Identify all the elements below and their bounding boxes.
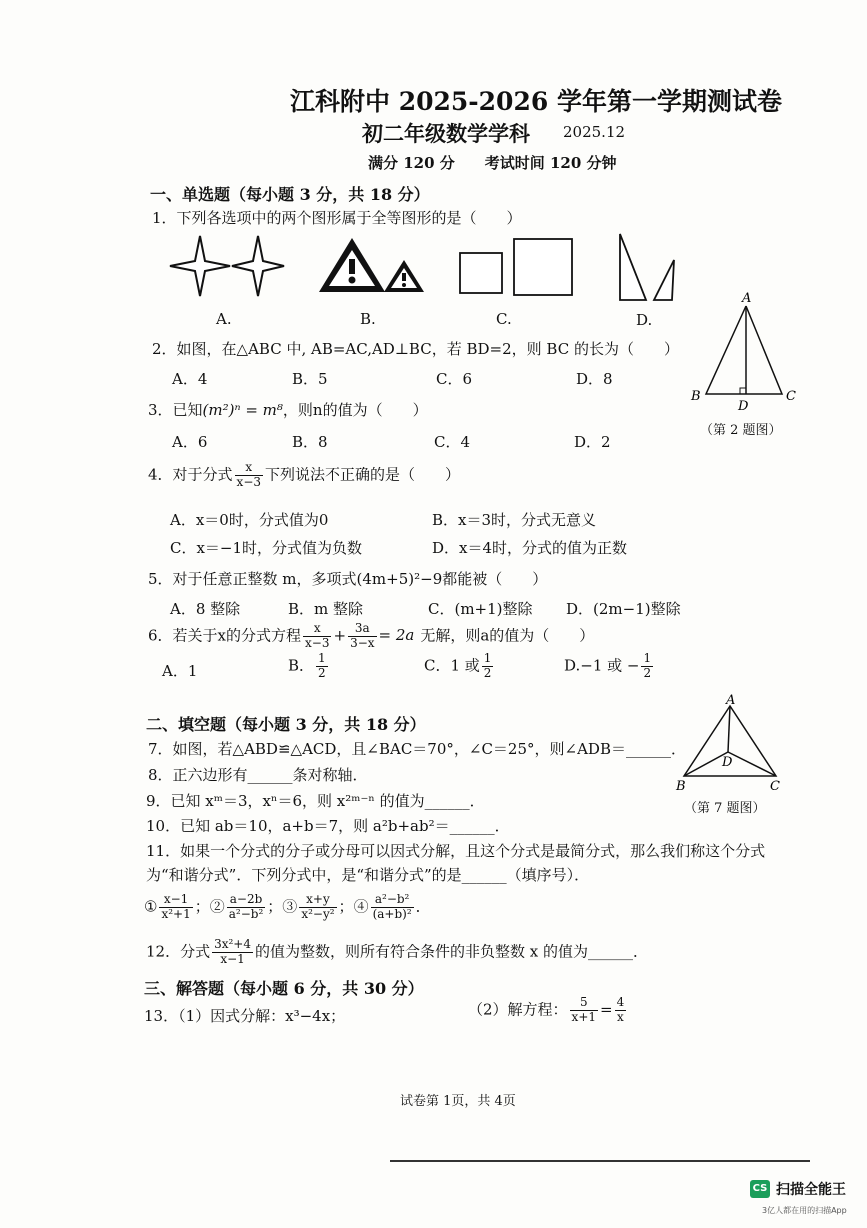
warning-triangle-small — [384, 260, 424, 292]
q6-option-b-frac — [316, 652, 328, 681]
q11-options — [144, 893, 431, 922]
q12-den: x−1 — [220, 951, 245, 966]
q12-prefix: 12．分式 — [146, 942, 211, 961]
q12-num: 3x²+4 — [214, 937, 251, 951]
q4-prefix: 4．对于分式 — [148, 465, 233, 484]
q4-frac-den: x−3 — [236, 474, 262, 489]
q13-f2-num: 4 — [616, 995, 625, 1009]
q8-text: 8．正六边形有______条对称轴． — [148, 766, 368, 784]
q6-prefix: 6．若关于x的分式方程 — [148, 626, 302, 645]
q13-f1-den: x+1 — [571, 1009, 597, 1024]
q1-text: 1．下列各选项中的两个图形属于全等图形的是（ ） — [152, 209, 522, 227]
q11-opt3-mark: ③ — [282, 897, 298, 916]
square-large — [514, 239, 572, 295]
q11-opt4-frac — [371, 893, 414, 922]
exam-title: 江科附中 2025-2026 学年第一学期测试卷 — [290, 87, 782, 116]
q13-equals: = — [600, 1000, 613, 1019]
scanner-logo-icon: CS — [750, 1180, 770, 1198]
q2-option-d: D．8 — [576, 370, 613, 388]
q1-option-a: A. — [216, 310, 232, 328]
q4-frac-num: x — [235, 461, 263, 476]
q6-f2-num: 3a — [348, 622, 376, 637]
q5-option-c: C．(m+1)整除 — [428, 600, 533, 618]
page-number: 试卷第 1页，共 4页 — [400, 1094, 516, 1109]
q3-expression: (m²)ⁿ = m⁸ — [202, 401, 283, 419]
q12-fraction — [212, 938, 253, 967]
q11-o3-num: x+y — [299, 893, 336, 908]
q3-suffix: ，则n的值为（ ） — [282, 401, 428, 419]
q6-fraction-1 — [303, 622, 331, 651]
q6-f1-num: x — [303, 622, 331, 637]
square-small — [460, 253, 502, 293]
q1-figures — [160, 228, 700, 308]
q12-text — [146, 938, 648, 967]
q3-text — [148, 399, 428, 420]
q6-option-d-frac — [641, 652, 653, 681]
q6-ob-num: 1 — [318, 651, 326, 665]
section1-heading: 一、单选题（每小题 3 分，共 18 分） — [150, 185, 430, 204]
q12-suffix: 的值为整数，则所有符合条件的非负整数 x 的值为______． — [255, 942, 648, 961]
q6-fraction-2 — [348, 622, 376, 651]
q5-option-a: A．8 整除 — [170, 600, 241, 618]
q6-option-d-label: D.−1 或 − — [564, 656, 640, 675]
q11-o2-num: a−2b — [227, 893, 266, 908]
score-time: 满分 120 分 考试时间 120 分钟 — [368, 154, 617, 172]
q5-option-d: D．(2m−1)整除 — [566, 600, 681, 618]
q6-option-c — [424, 652, 495, 681]
q6-option-a: A．1 — [162, 662, 198, 680]
exam-date: 2025.12 — [563, 123, 626, 141]
q6-option-c-label: C．1 或 — [424, 656, 480, 675]
q2-label-a: A — [742, 292, 752, 306]
q7-label-d: D — [722, 755, 733, 770]
q13-part1: 13．（1）因式分解：x³−4x； — [144, 1007, 346, 1025]
scan-shadow-line — [390, 1160, 810, 1162]
q6-option-b — [288, 652, 330, 681]
q3-prefix: 3．已知 — [148, 401, 203, 419]
q2-label-d: D — [738, 399, 749, 412]
q11-o1-sep: ； — [194, 897, 210, 916]
q2-option-a: A．4 — [172, 370, 208, 388]
q11-o1-den: x²+1 — [161, 906, 191, 921]
q2-option-b: B．5 — [292, 370, 328, 388]
star-shape-2 — [232, 236, 284, 296]
q11-o3-den: x²−y² — [301, 906, 335, 921]
warning-triangle-large — [319, 238, 385, 292]
q4-option-b: B．x＝3时，分式无意义 — [432, 511, 597, 529]
q1-option-b: B. — [360, 310, 376, 328]
q6-suffix: 无解，则a的值为（ ） — [420, 626, 595, 645]
q7-label-a: A — [726, 694, 736, 708]
q13-f2-den: x — [617, 1009, 624, 1024]
q2-figure — [688, 292, 800, 412]
q11-opt4-mark: ④ — [353, 897, 369, 916]
q11-o4-sep: ． — [415, 897, 431, 916]
q1-option-d: D. — [636, 311, 653, 329]
q11-o4-den: (a+b)² — [372, 906, 412, 921]
q4-option-d: D．x＝4时，分式的值为正数 — [432, 539, 628, 557]
q6-text — [148, 622, 594, 651]
exam-subtitle: 初二年级数学学科 — [362, 121, 530, 146]
q2-label-b: B — [691, 389, 701, 404]
q9-text: 9．已知 xᵐ＝3，xⁿ＝6，则 x²ᵐ⁻ⁿ 的值为______． — [146, 792, 485, 810]
section3-heading: 三、解答题（每小题 6 分，共 30 分） — [144, 979, 424, 998]
q11-opt2-frac — [227, 893, 266, 922]
q11-o3-sep: ； — [338, 897, 354, 916]
q7-label-c: C — [770, 779, 780, 794]
q11-o4-num: a²−b² — [371, 893, 414, 908]
q11-opt1-frac — [159, 893, 192, 922]
q4-option-a: A．x＝0时，分式值为0 — [170, 511, 329, 529]
q13-f1-num: 5 — [570, 996, 598, 1011]
q11-opt3-frac — [299, 893, 336, 922]
q6-f2-den: 3−x — [350, 635, 375, 650]
q7-figure — [672, 694, 788, 794]
q13-part2-label: （2）解方程： — [468, 1000, 568, 1019]
q6-f1-den: x−3 — [305, 635, 330, 650]
q5-text: 5．对于任意正整数 m，多项式(4m+5)²−9都能被（ ） — [148, 570, 548, 588]
triangle-small — [654, 260, 674, 300]
q6-plus: + — [333, 626, 347, 645]
q4-text — [148, 461, 460, 490]
q2-option-c: C．6 — [436, 370, 473, 388]
q6-od-den: 2 — [643, 665, 652, 680]
q11-opt2-mark: ② — [209, 897, 225, 916]
q13-part2 — [468, 996, 628, 1025]
q6-option-b-label: B． — [288, 656, 315, 675]
q4-fraction — [235, 461, 263, 490]
q3-option-c: C．4 — [434, 433, 471, 451]
q2-figure-caption: （第 2 题图） — [700, 423, 782, 438]
q4-option-c: C．x＝−1时，分式值为负数 — [170, 539, 363, 557]
q6-oc-den: 2 — [483, 665, 492, 680]
q11-line1: 11．如果一个分式的分子或分母可以因式分解，且这个分式是最简分式，那么我们称这个分式 — [146, 842, 766, 860]
q5-option-b: B．m 整除 — [288, 600, 364, 618]
q7-figure-caption: （第 7 题图） — [684, 801, 766, 816]
q6-option-c-frac — [482, 652, 494, 681]
q10-text: 10．已知 ab＝10，a+b＝7，则 a²b+ab²＝______． — [146, 817, 510, 835]
q4-suffix: 下列说法不正确的是（ ） — [265, 465, 461, 484]
q11-o2-den: a²−b² — [228, 906, 264, 921]
q6-oc-num: 1 — [483, 651, 492, 665]
q6-od-num: 1 — [643, 651, 652, 665]
q2-label-c: C — [786, 389, 796, 404]
q11-o2-sep: ； — [267, 897, 283, 916]
q1-option-c: C. — [496, 310, 512, 328]
q7-label-b: B — [676, 779, 686, 794]
scanner-tagline: 3亿人都在用的扫描App — [762, 1206, 847, 1215]
q3-option-d: D．2 — [574, 433, 611, 451]
q6-option-d — [564, 652, 655, 681]
q13-frac-1 — [570, 996, 598, 1025]
scanner-app-name: 扫描全能王 — [776, 1182, 846, 1198]
q3-option-b: B．8 — [292, 433, 328, 451]
q3-option-a: A．6 — [172, 433, 208, 451]
star-shape-1 — [170, 236, 230, 296]
q7-text: 7．如图，若△ABD≌△ACD，且∠BAC＝70°，∠C＝25°，则∠ADB＝______． — [148, 740, 686, 758]
triangle-large — [620, 234, 646, 300]
q13-frac-2 — [615, 996, 627, 1025]
q2-text: 2．如图，在△ABC 中, AB=AC,AD⊥BC，若 BD=2，则 BC 的长为（ ） — [152, 340, 679, 358]
q11-line2: 为“和谐分式”．下列分式中，是“和谐分式”的是______（填序号）． — [146, 866, 590, 884]
q11-o1-num: x−1 — [159, 893, 192, 908]
q6-ob-den: 2 — [318, 665, 326, 680]
section2-heading: 二、填空题（每小题 3 分，共 18 分） — [146, 715, 426, 734]
q11-opt1-mark: ① — [144, 897, 158, 916]
q6-equals: = 2a — [378, 626, 415, 645]
